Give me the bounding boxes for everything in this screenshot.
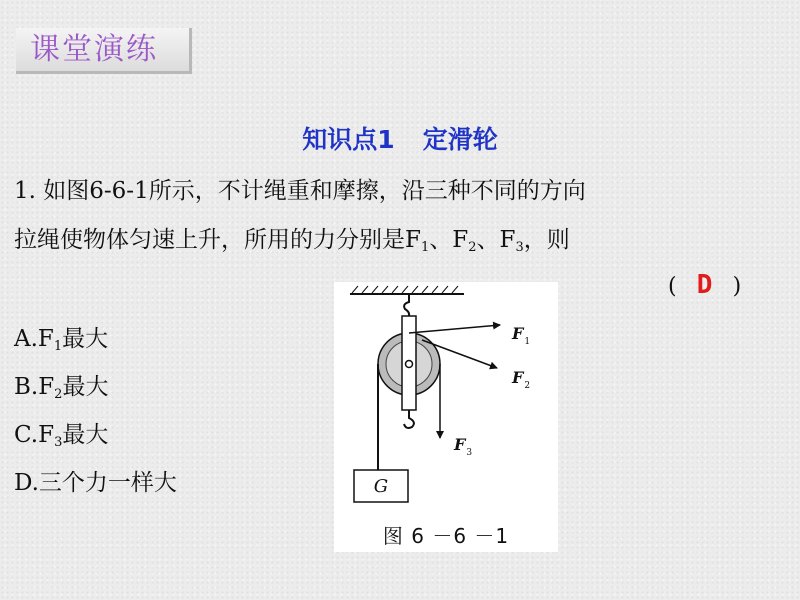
question-text: ，则 [523, 227, 570, 253]
option-label: D.三个力一样大 [14, 470, 177, 496]
top-hook [404, 295, 409, 316]
force-label-f1: $F_1$ [512, 324, 531, 347]
option-label: C.F [14, 422, 55, 448]
option-label: A.F [14, 326, 54, 352]
question-line-1: 1. 如图6-6-1所示，不计绳重和摩擦，沿三种不同的方向 [14, 178, 586, 204]
option-label: B.F [14, 374, 55, 400]
pulley-diagram [334, 282, 558, 552]
option-text: 最大 [62, 422, 109, 448]
section-heading [0, 120, 800, 156]
subscript: 2 [468, 240, 477, 255]
subscript: 2 [54, 387, 63, 402]
axle [406, 361, 413, 368]
answer-bracket [668, 270, 741, 300]
subscript: 3 [515, 240, 524, 255]
subscript: 1 [420, 240, 430, 255]
force-label-f3: $F_3$ [454, 435, 473, 458]
pulley-figure [334, 282, 558, 552]
question-text: 、F [476, 227, 516, 253]
force-label-f2: $F_2$ [512, 368, 531, 391]
question-line-2 [14, 221, 570, 255]
subscript: 3 [54, 435, 63, 450]
option-text: 最大 [62, 374, 109, 400]
paren-open: ( [668, 274, 677, 299]
question-text: 拉绳使物体匀速上升，所用的力分别是F [14, 227, 421, 253]
option-a[interactable] [14, 320, 108, 354]
ceiling-hatch [352, 286, 458, 293]
force-arrow-f1 [409, 325, 500, 333]
weight-label: G [373, 476, 389, 497]
option-d[interactable] [14, 464, 177, 497]
paren-close: ) [732, 274, 742, 299]
topic-title: 定滑轮 [422, 125, 498, 154]
option-c[interactable] [14, 416, 108, 450]
answer-letter: D [696, 270, 713, 300]
knowledge-point-label: 知识点1 [302, 125, 395, 154]
subscript: 1 [53, 339, 63, 354]
question-text: 、F [429, 227, 469, 253]
option-text: 最大 [62, 326, 109, 352]
figure-caption: 图 6 －6 －1 [382, 524, 510, 548]
option-b[interactable] [14, 368, 108, 402]
bottom-hook [404, 410, 414, 428]
section-tag: 课堂演练 [16, 28, 192, 74]
